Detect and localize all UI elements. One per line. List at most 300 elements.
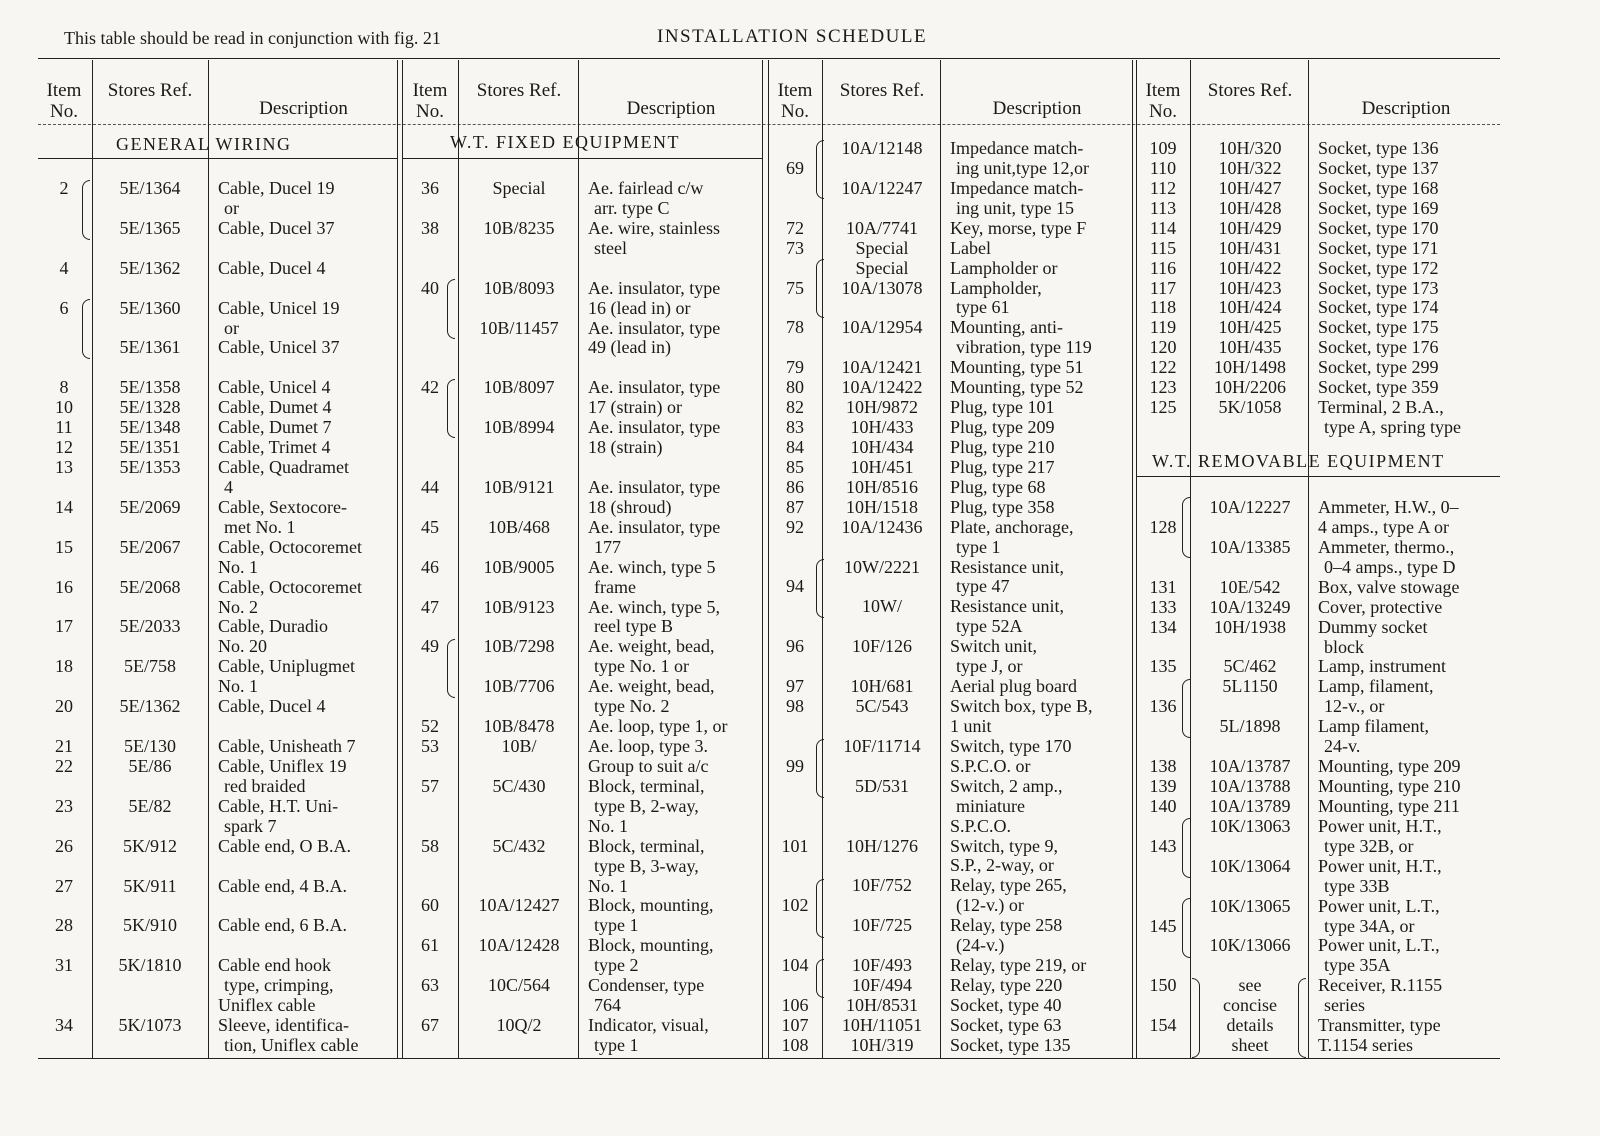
description: Mounting, type 51 bbox=[950, 357, 1084, 378]
stores-ref: 10F/493 bbox=[851, 955, 912, 976]
description: (12-v.) or bbox=[956, 895, 1024, 916]
stores-ref: 10H/424 bbox=[1218, 297, 1282, 318]
description: Block, terminal, bbox=[588, 775, 705, 796]
description: 49 (lead in) bbox=[588, 337, 671, 358]
description: Socket, type 137 bbox=[1318, 157, 1439, 178]
column-divider bbox=[208, 60, 209, 1058]
description: No. 1 bbox=[588, 815, 628, 836]
stores-ref: 5E/2033 bbox=[119, 616, 181, 637]
item-number: 84 bbox=[786, 436, 804, 457]
item-number: 11 bbox=[55, 417, 73, 438]
description: Cover, protective bbox=[1318, 596, 1443, 617]
item-number: 18 bbox=[55, 656, 73, 677]
description: Ae. loop, type 3. bbox=[588, 736, 708, 757]
stores-ref: 10A/13249 bbox=[1209, 596, 1291, 617]
description: Socket, type 172 bbox=[1318, 257, 1439, 278]
item-number: 78 bbox=[786, 317, 804, 338]
description: reel type B bbox=[594, 616, 673, 637]
description: Cable, Octocoremet bbox=[218, 576, 362, 597]
stores-ref: 10C/564 bbox=[487, 975, 550, 996]
description: Power unit, L.T., bbox=[1318, 895, 1440, 916]
stores-ref: concise bbox=[1223, 995, 1277, 1016]
item-number: 2 bbox=[59, 178, 69, 198]
item-number: 38 bbox=[421, 217, 439, 238]
description: Dummy socket bbox=[1318, 616, 1428, 637]
description: ing unit, type 15 bbox=[956, 197, 1074, 218]
stores-ref: 10A/13385 bbox=[1209, 536, 1291, 557]
description: Socket, type 176 bbox=[1318, 337, 1439, 358]
description: Plug, type 358 bbox=[950, 496, 1055, 517]
description: Cable end, 6 B.A. bbox=[218, 915, 347, 936]
description: Relay, type 258 bbox=[950, 915, 1063, 936]
description: Group to suit a/c bbox=[588, 755, 709, 776]
stores-ref: 5E/1348 bbox=[119, 417, 181, 438]
description: Mounting, type 211 bbox=[1318, 795, 1460, 816]
description: met No. 1 bbox=[224, 516, 296, 537]
description: type J, or bbox=[956, 656, 1023, 677]
page-title: INSTALLATION SCHEDULE bbox=[657, 26, 928, 47]
stores-ref: 5C/543 bbox=[855, 696, 909, 717]
column-header-stores-ref: Stores Ref. bbox=[839, 80, 925, 101]
item-number: 143 bbox=[1149, 835, 1177, 856]
description: Power unit, H.T., bbox=[1318, 815, 1442, 836]
description: 0–4 amps., type D bbox=[1324, 556, 1456, 577]
description: Box, valve stowage bbox=[1318, 576, 1460, 597]
item-number: 138 bbox=[1149, 756, 1177, 777]
stores-ref: 10A/12427 bbox=[478, 895, 560, 916]
column-header-item: Item No. bbox=[1145, 80, 1181, 122]
stores-ref: 10B/8478 bbox=[483, 716, 555, 737]
header-dash-rule bbox=[38, 124, 1500, 125]
group-brace bbox=[816, 739, 824, 798]
item-number: 20 bbox=[55, 696, 73, 717]
stores-ref: 5E/2069 bbox=[119, 496, 181, 517]
stores-ref: 10A/13788 bbox=[1209, 776, 1291, 797]
stores-ref: 10H/451 bbox=[850, 456, 914, 477]
column-divider bbox=[92, 60, 93, 1058]
description: Ae. insulator, type bbox=[588, 516, 721, 537]
description: Mounting, anti- bbox=[950, 317, 1063, 338]
description: Plug, type 68 bbox=[950, 476, 1046, 497]
description: type 2 bbox=[594, 955, 639, 976]
stores-ref: 5E/1364 bbox=[119, 178, 181, 198]
description: Cable, Trimet 4 bbox=[218, 437, 331, 458]
stores-ref: 5E/2068 bbox=[119, 576, 181, 597]
stores-ref: 10F/11714 bbox=[843, 735, 921, 756]
stores-ref: 5L/1898 bbox=[1219, 716, 1281, 737]
item-number: 46 bbox=[421, 556, 439, 577]
stores-ref: 10H/431 bbox=[1218, 237, 1282, 258]
item-number: 123 bbox=[1149, 377, 1177, 398]
item-number: 109 bbox=[1149, 138, 1177, 158]
item-number: 104 bbox=[781, 955, 809, 976]
stores-ref: 5K/1058 bbox=[1218, 397, 1282, 418]
description: Cable, Uniplugmet bbox=[218, 656, 355, 677]
description: vibration, type 119 bbox=[956, 337, 1092, 358]
description: type, crimping, bbox=[224, 975, 334, 996]
item-number: 80 bbox=[786, 377, 804, 398]
stores-ref: 10K/13064 bbox=[1209, 855, 1291, 876]
stores-ref: 10A/12436 bbox=[841, 516, 923, 537]
stores-ref: 10H/8516 bbox=[846, 476, 918, 497]
description: (24-v.) bbox=[956, 935, 1005, 956]
description: Ae. insulator, type bbox=[588, 277, 721, 298]
description: Cable, Unicel 19 bbox=[218, 297, 340, 318]
stores-ref: 10B/8093 bbox=[483, 277, 555, 298]
stores-ref: 10A/12247 bbox=[841, 177, 923, 198]
stores-ref: 10B/8235 bbox=[483, 217, 555, 238]
description: type 1 bbox=[956, 536, 1001, 557]
item-number: 28 bbox=[55, 915, 73, 936]
stores-ref: 10H/2206 bbox=[1214, 377, 1286, 398]
description: ing unit,type 12,or bbox=[956, 157, 1089, 178]
description: Power unit, H.T., bbox=[1318, 855, 1442, 876]
column-header-stores-ref: Stores Ref. bbox=[476, 80, 562, 101]
description: type 47 bbox=[956, 576, 1010, 597]
reference-note: This table should be read in conjunction with fig. 21 bbox=[64, 28, 441, 48]
description: Socket, type 175 bbox=[1318, 317, 1439, 338]
item-number: 23 bbox=[55, 795, 73, 816]
item-number: 60 bbox=[421, 895, 439, 916]
description: type 1 bbox=[594, 1034, 639, 1055]
description: type 52A bbox=[956, 616, 1023, 637]
item-number: 47 bbox=[421, 596, 439, 617]
stores-ref: 10H/423 bbox=[1218, 277, 1282, 298]
description: Cable, Ducel 4 bbox=[218, 257, 326, 278]
item-number: 34 bbox=[55, 1015, 73, 1036]
description: Block, mounting, bbox=[588, 895, 714, 916]
description: Block, mounting, bbox=[588, 935, 714, 956]
item-number: 72 bbox=[786, 217, 804, 238]
item-number: 136 bbox=[1149, 696, 1177, 717]
stores-ref: 10H/681 bbox=[850, 676, 914, 697]
description: arr. type C bbox=[594, 197, 670, 218]
description: Cable end, 4 B.A. bbox=[218, 875, 347, 896]
stores-ref: 10H/422 bbox=[1218, 257, 1282, 278]
column-divider bbox=[940, 60, 941, 1058]
stores-ref: 10H/434 bbox=[850, 436, 914, 457]
item-number: 73 bbox=[786, 237, 804, 258]
item-number: 13 bbox=[55, 457, 73, 478]
description: type B, 3-way, bbox=[594, 855, 699, 876]
group-brace bbox=[816, 140, 824, 199]
section-rule bbox=[402, 158, 762, 159]
stores-ref: 10H/425 bbox=[1218, 317, 1282, 338]
description: or bbox=[224, 197, 239, 218]
description: Lamp filament, bbox=[1318, 716, 1429, 737]
item-number: 115 bbox=[1149, 237, 1177, 258]
item-number: 83 bbox=[786, 417, 804, 438]
description: No. 1 bbox=[218, 676, 258, 697]
stores-ref: 5E/1361 bbox=[119, 337, 181, 358]
description: Socket, type 359 bbox=[1318, 377, 1439, 398]
description: type 61 bbox=[956, 297, 1010, 318]
description: Uniflex cable bbox=[218, 995, 316, 1016]
item-number: 133 bbox=[1149, 596, 1177, 617]
description: Ae. insulator, type bbox=[588, 476, 721, 497]
description: Switch, 2 amp., bbox=[950, 775, 1063, 796]
stores-ref: 10A/12428 bbox=[478, 935, 560, 956]
item-number: 107 bbox=[781, 1014, 809, 1035]
bottom-rule bbox=[38, 1058, 1500, 1059]
stores-ref: 5E/1362 bbox=[119, 257, 181, 278]
column-divider bbox=[1132, 60, 1133, 1058]
stores-ref: 10H/1938 bbox=[1214, 616, 1286, 637]
item-number: 10 bbox=[55, 397, 73, 418]
description: Mounting, type 209 bbox=[1318, 756, 1461, 777]
item-number: 40 bbox=[421, 277, 439, 298]
description: Switch box, type B, bbox=[950, 696, 1093, 717]
column-header-item: Item No. bbox=[46, 80, 82, 122]
description: 17 (strain) or bbox=[588, 397, 682, 418]
stores-ref: 10A/13787 bbox=[1209, 756, 1291, 777]
item-number: 75 bbox=[786, 277, 804, 298]
stores-ref: 10B/7706 bbox=[483, 676, 555, 697]
stores-ref: 10H/428 bbox=[1218, 197, 1282, 218]
description: Mounting, type 52 bbox=[950, 377, 1084, 398]
description: Ae. winch, type 5 bbox=[588, 556, 716, 577]
item-number: 42 bbox=[421, 377, 439, 398]
description: type 33B bbox=[1324, 875, 1390, 896]
item-number: 31 bbox=[55, 955, 73, 976]
description: Plug, type 210 bbox=[950, 436, 1055, 457]
column-divider bbox=[578, 60, 579, 1058]
stores-ref: details bbox=[1226, 1015, 1274, 1036]
description: No. 2 bbox=[218, 596, 258, 617]
stores-ref: 10B/7298 bbox=[483, 636, 555, 657]
item-number: 134 bbox=[1149, 616, 1177, 637]
stores-ref: 5C/430 bbox=[492, 775, 546, 796]
group-brace bbox=[447, 379, 455, 438]
stores-ref: 5E/1360 bbox=[119, 297, 181, 318]
description: Socket, type 171 bbox=[1318, 237, 1439, 258]
stores-ref: 5E/82 bbox=[128, 795, 172, 816]
description: 4 bbox=[224, 476, 233, 497]
stores-ref: Special bbox=[492, 178, 546, 198]
stores-ref: 10H/8531 bbox=[846, 994, 918, 1015]
description: Switch unit, bbox=[950, 636, 1038, 657]
stores-ref: 10B/468 bbox=[487, 516, 550, 537]
stores-ref: 5E/1358 bbox=[119, 377, 181, 398]
description: Cable, Sextocore- bbox=[218, 496, 347, 517]
stores-ref: 5D/531 bbox=[855, 775, 909, 796]
description: steel bbox=[594, 237, 627, 258]
item-number: 92 bbox=[786, 516, 804, 537]
item-number: 97 bbox=[786, 676, 804, 697]
description: Resistance unit, bbox=[950, 556, 1064, 577]
item-number: 128 bbox=[1149, 516, 1177, 537]
stores-ref: 10H/435 bbox=[1218, 337, 1282, 358]
column-header-description: Description bbox=[1361, 98, 1451, 119]
description: frame bbox=[594, 576, 636, 597]
description: Ae. insulator, type bbox=[588, 417, 721, 438]
description: Ammeter, H.W., 0– bbox=[1318, 497, 1459, 517]
item-number: 16 bbox=[55, 576, 73, 597]
stores-ref: 10A/12422 bbox=[841, 377, 923, 398]
stores-ref: 10F/494 bbox=[851, 975, 912, 996]
description: 1 unit bbox=[950, 715, 992, 736]
top-rule bbox=[38, 58, 1500, 59]
description: T.1154 series bbox=[1318, 1035, 1413, 1056]
column-divider bbox=[1190, 60, 1191, 1058]
item-number: 106 bbox=[781, 994, 809, 1015]
stores-ref: 10A/12227 bbox=[1209, 497, 1291, 517]
stores-ref: 10B/11457 bbox=[479, 317, 559, 338]
description: Cable, Duradio bbox=[218, 616, 328, 637]
stores-ref: 10A/13078 bbox=[841, 277, 923, 298]
stores-ref: 5E/1353 bbox=[119, 457, 181, 478]
description: Socket, type 168 bbox=[1318, 177, 1439, 198]
stores-ref: 10B/8994 bbox=[483, 417, 555, 438]
item-number: 94 bbox=[786, 576, 804, 597]
stores-ref: 10F/725 bbox=[851, 915, 912, 936]
item-number: 145 bbox=[1149, 915, 1177, 936]
item-number: 110 bbox=[1149, 157, 1177, 178]
section-rule bbox=[38, 158, 397, 159]
description: 18 (shroud) bbox=[588, 496, 672, 517]
description: 16 (lead in) or bbox=[588, 297, 691, 318]
stores-ref: 10B/9005 bbox=[483, 556, 555, 577]
stores-ref: 10A/12148 bbox=[841, 138, 923, 158]
description: Aerial plug board bbox=[950, 676, 1077, 697]
description: 4 amps., type A or bbox=[1318, 516, 1449, 537]
description: type No. 1 or bbox=[594, 656, 689, 677]
section-general-wiring: GENERAL WIRING bbox=[116, 134, 292, 154]
description: Socket, type 136 bbox=[1318, 138, 1439, 158]
stores-ref: 10A/7741 bbox=[846, 217, 918, 238]
item-number: 154 bbox=[1149, 1015, 1177, 1036]
group-brace bbox=[1182, 497, 1190, 558]
item-number: 112 bbox=[1149, 177, 1177, 198]
group-brace bbox=[816, 879, 824, 938]
stores-ref: 5C/462 bbox=[1223, 656, 1277, 677]
item-number: 119 bbox=[1149, 317, 1177, 338]
description: Socket, type 299 bbox=[1318, 357, 1439, 378]
column-divider bbox=[397, 60, 398, 1058]
stores-ref: see bbox=[1238, 975, 1262, 996]
description: Impedance match- bbox=[950, 177, 1084, 198]
item-number: 113 bbox=[1149, 197, 1177, 218]
item-number: 44 bbox=[421, 476, 439, 497]
stores-ref: 5E/86 bbox=[128, 755, 172, 776]
description: Cable, Unicel 4 bbox=[218, 377, 331, 398]
description: No. 1 bbox=[588, 875, 628, 896]
description: Ae. winch, type 5, bbox=[588, 596, 720, 617]
description: No. 20 bbox=[218, 636, 267, 657]
description: Ae. fairlead c/w bbox=[588, 178, 704, 198]
description: Cable, Dumet 7 bbox=[218, 417, 332, 438]
item-number: 114 bbox=[1149, 217, 1177, 238]
description: Ae. weight, bead, bbox=[588, 676, 715, 697]
description: Ae. loop, type 1, or bbox=[588, 716, 728, 737]
description: red braided bbox=[224, 775, 306, 796]
item-number: 15 bbox=[55, 536, 73, 557]
description: Cable, H.T. Uni- bbox=[218, 795, 339, 816]
description: Power unit, L.T., bbox=[1318, 935, 1440, 956]
description: Plug, type 217 bbox=[950, 456, 1055, 477]
description: Cable, Unicel 37 bbox=[218, 337, 340, 358]
group-brace bbox=[1182, 898, 1190, 958]
description: Receiver, R.1155 bbox=[1318, 975, 1443, 996]
stores-ref: 10W/ bbox=[862, 596, 902, 617]
stores-ref: 10H/322 bbox=[1218, 157, 1282, 178]
description: Lamp, filament, bbox=[1318, 676, 1434, 697]
description: Condenser, type bbox=[588, 975, 705, 996]
description: miniature bbox=[956, 795, 1025, 816]
description: Cable, Dumet 4 bbox=[218, 397, 332, 418]
description: Cable, Ducel 19 bbox=[218, 178, 335, 198]
stores-ref: 5E/130 bbox=[124, 736, 176, 757]
description: type 35A bbox=[1324, 955, 1391, 976]
description: Sleeve, identifica- bbox=[218, 1015, 349, 1036]
item-number: 118 bbox=[1149, 297, 1177, 318]
item-number: 61 bbox=[421, 935, 439, 956]
description: Ae. insulator, type bbox=[588, 377, 721, 398]
description: tion, Uniflex cable bbox=[224, 1034, 359, 1055]
description: Label bbox=[950, 237, 991, 258]
description: Relay, type 219, or bbox=[950, 955, 1087, 976]
description: Transmitter, type bbox=[1318, 1015, 1441, 1036]
group-brace bbox=[816, 559, 824, 618]
stores-ref: 10H/11051 bbox=[841, 1014, 923, 1035]
column-divider bbox=[762, 60, 763, 1058]
description: 18 (strain) bbox=[588, 437, 663, 458]
item-number: 79 bbox=[786, 357, 804, 378]
stores-ref: 5E/758 bbox=[124, 656, 176, 677]
description: type 32B, or bbox=[1324, 835, 1414, 856]
column-header-item: Item No. bbox=[412, 80, 448, 122]
stores-ref: 10A/13789 bbox=[1209, 795, 1291, 816]
item-number: 122 bbox=[1149, 357, 1177, 378]
description: block bbox=[1324, 636, 1364, 657]
description: Cable, Ducel 37 bbox=[218, 217, 335, 238]
description: Key, morse, type F bbox=[950, 217, 1087, 238]
stores-ref: sheet bbox=[1231, 1035, 1269, 1056]
stores-ref: 5K/1810 bbox=[118, 955, 182, 976]
stores-ref: 10H/1276 bbox=[846, 835, 918, 856]
description: type 1 bbox=[594, 915, 639, 936]
description: Terminal, 2 B.A., bbox=[1318, 397, 1444, 418]
group-brace bbox=[447, 639, 455, 698]
stores-ref: 10H/429 bbox=[1218, 217, 1282, 238]
column-header-stores-ref: Stores Ref. bbox=[1207, 80, 1293, 101]
group-brace bbox=[82, 180, 90, 240]
item-number: 116 bbox=[1149, 257, 1177, 278]
description: Cable, Ducel 4 bbox=[218, 696, 326, 717]
section-rule bbox=[1136, 476, 1500, 477]
description: Switch, type 9, bbox=[950, 835, 1058, 856]
item-number: 17 bbox=[55, 616, 73, 637]
description: type B, 2-way, bbox=[594, 795, 699, 816]
item-number: 120 bbox=[1149, 337, 1177, 358]
description: Plate, anchorage, bbox=[950, 516, 1074, 537]
item-number: 52 bbox=[421, 716, 439, 737]
description: Cable, Octocoremet bbox=[218, 536, 362, 557]
stores-ref: 10H/1498 bbox=[1214, 357, 1286, 378]
item-number: 6 bbox=[59, 297, 69, 318]
description: Cable end hook bbox=[218, 955, 331, 976]
column-header-stores-ref: Stores Ref. bbox=[107, 80, 193, 101]
stores-ref: 10F/126 bbox=[851, 636, 912, 657]
description: Cable end, O B.A. bbox=[218, 835, 351, 856]
stores-ref: 5E/1328 bbox=[119, 397, 181, 418]
stores-ref: 10H/427 bbox=[1218, 177, 1282, 198]
description: Impedance match- bbox=[950, 138, 1084, 158]
description: Socket, type 174 bbox=[1318, 297, 1439, 318]
stores-ref: 10F/752 bbox=[851, 875, 912, 896]
column-header-description: Description bbox=[626, 98, 716, 119]
stores-ref: 10H/1518 bbox=[846, 496, 918, 517]
